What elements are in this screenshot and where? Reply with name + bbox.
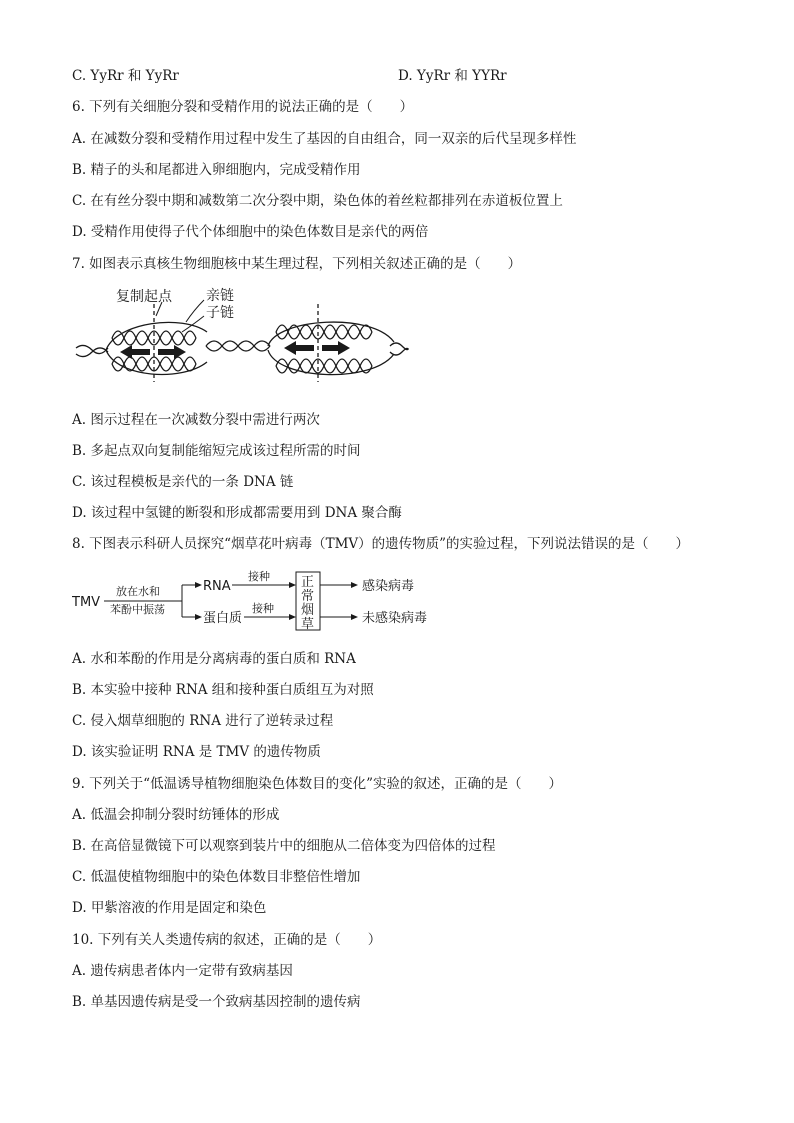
tobacco-char-3: 烟 [301, 603, 315, 618]
rna-label: RNA [203, 579, 231, 594]
q7-stem: 7. 如图表示真核生物细胞核中某生理过程，下列相关叙述正确的是（ ） [72, 256, 522, 272]
q10-stem: 10. 下列有关人类遗传病的叙述，正确的是（ ） [72, 932, 382, 948]
q9-stem: 9. 下列关于“低温诱导植物细胞染色体数目的变化”实验的叙述，正确的是（ ） [72, 776, 562, 792]
q8-option-d: D. 该实验证明 RNA 是 TMV 的遗传物质 [72, 744, 321, 760]
q9-option-b: B. 在高倍显微镜下可以观察到装片中的细胞从二倍体变为四倍体的过程 [72, 838, 496, 854]
inoculate-top-label: 接种 [248, 570, 270, 583]
q7-option-d: D. 该过程中氢键的断裂和形成都需要用到 DNA 聚合酶 [72, 505, 402, 521]
protein-label: 蛋白质 [203, 611, 243, 626]
q9-option-d: D. 甲紫溶液的作用是固定和染色 [72, 900, 267, 916]
q10-option-a: A. 遗传病患者体内一定带有致病基因 [72, 963, 293, 979]
inoculate-bottom-label: 接种 [252, 602, 274, 615]
tobacco-char-4: 草 [301, 617, 315, 632]
q6-option-d: D. 受精作用使得子代个体细胞中的染色体数目是亲代的两倍 [72, 224, 429, 240]
tobacco-char-2: 常 [301, 589, 315, 604]
q5-option-c: C. YyRr 和 YyRr [72, 68, 179, 84]
daughter-strand-label: 子链 [206, 305, 234, 321]
step-water-phenol-line2: 苯酚中振荡 [110, 603, 165, 616]
q6-option-b: B. 精子的头和尾都进入卵细胞内，完成受精作用 [72, 162, 361, 178]
q6-option-c: C. 在有丝分裂中期和减数第二次分裂中期，染色体的着丝粒都排列在赤道板位置上 [72, 193, 563, 209]
q8-option-c: C. 侵入烟草细胞的 RNA 进行了逆转录过程 [72, 713, 334, 729]
step-water-phenol-line1: 放在水和 [116, 585, 160, 598]
q7-option-c: C. 该过程模板是亲代的一条 DNA 链 [72, 474, 294, 490]
parent-strand-label: 亲链 [206, 288, 234, 304]
q10-option-b: B. 单基因遗传病是受一个致病基因控制的遗传病 [72, 994, 361, 1010]
result-infected: 感染病毒 [362, 579, 415, 594]
q6-option-a: A. 在减数分裂和受精作用过程中发生了基因的自由组合，同一双亲的后代呈现多样性 [72, 131, 577, 147]
q8-stem: 8. 下图表示科研人员探究“烟草花叶病毒（TMV）的遗传物质”的实验过程，下列说法错误的是（ ） [72, 536, 690, 552]
q9-option-c: C. 低温使植物细胞中的染色体数目非整倍性增加 [72, 869, 361, 885]
q7-option-b: B. 多起点双向复制能缩短完成该过程所需的时间 [72, 443, 361, 459]
q6-stem: 6. 下列有关细胞分裂和受精作用的说法正确的是（ ） [72, 99, 414, 115]
q8-option-b: B. 本实验中接种 RNA 组和接种蛋白质组互为对照 [72, 682, 374, 698]
origin-label: 复制起点 [116, 289, 172, 305]
q8-option-a: A. 水和苯酚的作用是分离病毒的蛋白质和 RNA [72, 651, 356, 667]
tobacco-char-1: 正 [301, 575, 315, 590]
tmv-experiment-figure [72, 568, 442, 634]
q7-option-a: A. 图示过程在一次减数分裂中需进行两次 [72, 412, 320, 428]
q9-option-a: A. 低温会抑制分裂时纺锤体的形成 [72, 807, 280, 823]
q5-option-d: D. YyRr 和 YYRr [398, 68, 507, 84]
tmv-label: TMV [72, 595, 101, 610]
dna-replication-figure [72, 282, 412, 382]
result-not-infected: 未感染病毒 [362, 611, 428, 626]
